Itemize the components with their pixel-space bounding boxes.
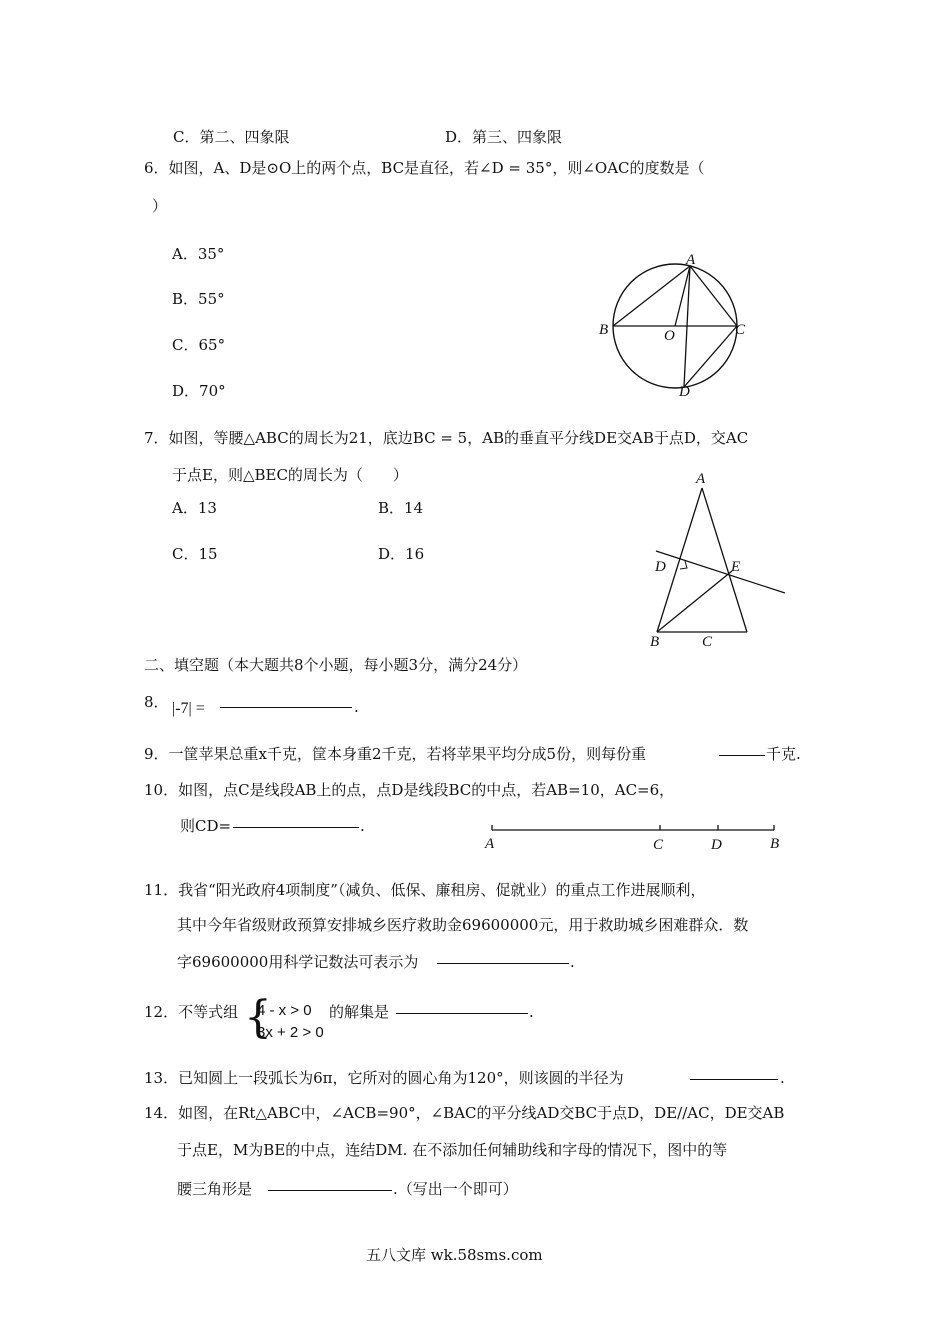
q10-stem-line2: 则CD=: [180, 817, 232, 835]
q11-answer-blank: [437, 949, 569, 969]
q14-stem-line3: 腰三角形是: [177, 1180, 253, 1198]
side-ac: [702, 488, 747, 632]
q14-stem-line3-suffix: .（写出一个即可）: [393, 1180, 518, 1198]
q6-option-a: A．35°: [172, 245, 225, 263]
q6-stem-line1: 6．如图，A、D是⊙O上的两个点，BC是直径，若∠D = 35°，则∠OAC的度数是（: [144, 159, 705, 177]
label-o: O: [664, 328, 675, 344]
q7-option-c: C．15: [172, 545, 218, 563]
q6-option-b: B．55°: [172, 290, 225, 308]
q11-end: .: [570, 953, 575, 971]
q7-option-a: A．13: [172, 499, 217, 517]
label-d: D: [655, 559, 666, 575]
q12-answer-blank: [396, 999, 528, 1019]
q9-text: 9．一筐苹果总重x千克，筐本身重2千克，若将苹果平均分成5份，则每份重: [144, 745, 647, 763]
label-d: D: [711, 837, 722, 853]
q7-stem-line1: 7．如图，等腰△ABC的周长为21，底边BC = 5，AB的垂直平分线DE交AB于点D，交AC: [144, 429, 749, 447]
q12-inequality-2: 3x + 2 > 0: [257, 1024, 324, 1041]
footer-watermark: 五八文库 wk.58sms.com: [366, 1246, 543, 1264]
q12-inequality-1: 4 - x > 0: [257, 1002, 312, 1019]
q14-stem-line1: 14．如图，在Rt△ABC中，∠ACB=90°，∠BAC的平分线AD交BC于点D，DE//AC，DE交AB: [144, 1104, 785, 1122]
q14-stem-line2: 于点E，M为BE的中点，连结DM. 在不添加任何辅助线和字母的情况下，图中的等: [177, 1141, 728, 1159]
label-c: C: [653, 837, 664, 853]
q5-option-d: D．第三、四象限: [445, 128, 563, 146]
segment-be: [657, 571, 732, 632]
q10-stem-line1: 10．如图，点C是线段AB上的点，点D是线段BC的中点，若AB=10，AC=6，: [144, 781, 675, 799]
q8-expression: |-7| =: [172, 700, 205, 717]
q11-stem-line2: 其中今年省级财政预算安排城乡医疗救助金69600000元，用于救助城乡困难群众．数: [177, 916, 749, 934]
right-angle-mark: [680, 561, 687, 569]
label-e: E: [731, 559, 741, 575]
q12-brace: {: [244, 992, 272, 1043]
q12-end: .: [529, 1003, 534, 1021]
q6-option-d: D．70°: [172, 382, 226, 400]
q5-option-c: C．第二、四象限: [173, 128, 290, 146]
label-a: A: [686, 252, 696, 268]
label-b: B: [599, 322, 609, 338]
q14-answer-blank: [268, 1176, 392, 1196]
segment-ab: [613, 266, 690, 326]
q10-answer-blank: [233, 813, 359, 833]
q11-stem-line3: 字69600000用科学记数法可表示为: [177, 953, 419, 971]
section2-title: 二、填空题（本大题共8个小题，每小题3分，满分24分）: [144, 656, 528, 674]
q13-text: 13．已知圆上一段弧长为6π，它所对的圆心角为120°，则该圆的半径为: [144, 1069, 624, 1087]
q10-segment-figure: [480, 820, 790, 856]
q12-prefix: 12．不等式组: [144, 1003, 239, 1021]
label-c: C: [735, 322, 746, 338]
q9-end: 千克.: [766, 745, 801, 763]
q12-suffix: 的解集是: [329, 1003, 390, 1021]
q13-answer-blank: [690, 1065, 778, 1085]
q11-stem-line1: 11．我省“阳光政府4项制度”（减负、低保、廉租房、促就业）的重点工作进展顺利，: [144, 881, 706, 899]
q6-circle-figure: [590, 248, 760, 403]
q13-end: .: [780, 1069, 785, 1087]
q10-end: .: [360, 817, 365, 835]
q7-triangle-figure: [640, 466, 800, 651]
label-a: A: [485, 836, 495, 852]
q7-stem-line2: 于点E，则△BEC的周长为（ ）: [172, 466, 408, 484]
q8-end: .: [354, 698, 359, 716]
label-a: A: [696, 471, 706, 487]
q6-stem-line2: ）: [152, 197, 168, 215]
label-b: B: [650, 634, 660, 650]
label-b: B: [770, 836, 780, 852]
label-d: D: [679, 384, 690, 400]
q9-answer-blank: [719, 741, 765, 761]
q8-number: 8．: [144, 693, 169, 711]
q7-option-b: B．14: [378, 499, 424, 517]
q6-option-c: C．65°: [172, 336, 226, 354]
q7-option-d: D．16: [378, 545, 425, 563]
label-c: C: [702, 634, 713, 650]
q8-answer-blank: [220, 693, 352, 713]
